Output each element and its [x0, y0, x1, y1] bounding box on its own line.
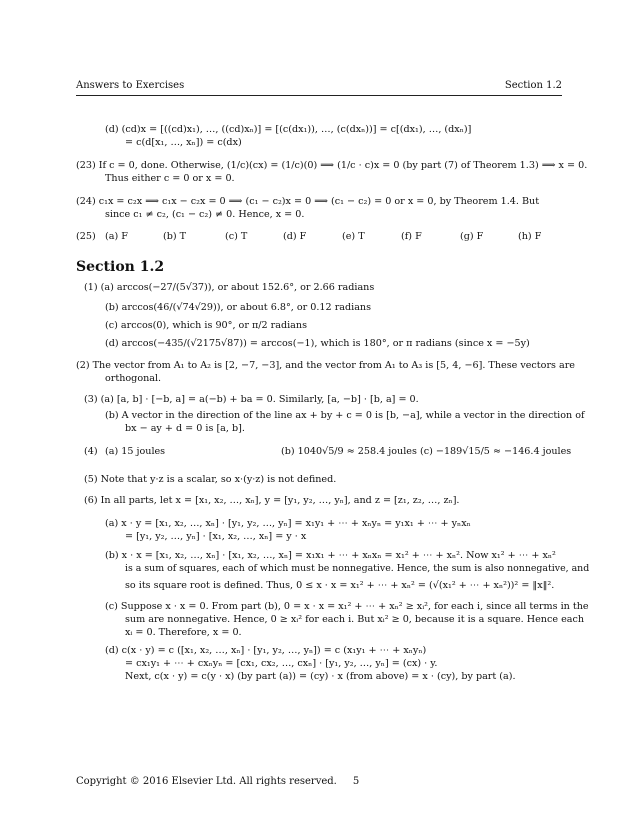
text-line: (3) (a) [a, b] · [−b, a] = a(−b) + ba = 0. Similarly, [a, −b] · [b, a] = 0. [84, 394, 419, 405]
text-line: orthogonal. [105, 373, 162, 384]
text-line: (24) c₁x = c₂x ⟹ c₁x − c₂x = 0 ⟹ (c₁ − c₂)x = 0 ⟹ (c₁ − c₂) = 0 or x = 0, by Theorem 1.4. But [76, 196, 540, 207]
text-line: (b) A vector in the direction of the line ax + by + c = 0 is [b, −a], while a vector in the direction of [105, 410, 585, 421]
answer-item: (g) F [460, 231, 484, 242]
answer-item: (d) F [283, 231, 307, 242]
text-line: (d) (cd)x = [((cd)x₁), …, ((cd)xₙ)] = [(c(dx₁)), …, (c(dxₙ))] = c[(dx₁), …, (dxₙ)] [105, 124, 472, 135]
text-line: xᵢ = 0. Therefore, x = 0. [125, 627, 242, 638]
text-line: Next, c(x · y) = c(y · x) (by part (a)) = (cy) · x (from above) = x · (cy), by part (a). [125, 671, 516, 682]
text-line: (a) x · y = [x₁, x₂, …, xₙ] · [y₁, y₂, …, yₙ] = x₁y₁ + ⋯ + xₙyₙ = y₁x₁ + ⋯ + yₙxₙ [105, 518, 471, 529]
text-line: = cx₁y₁ + ⋯ + cxₙyₙ = [cx₁, cx₂, …, cxₙ] · [y₁, y₂, …, yₙ] = (cx) · y. [125, 658, 438, 669]
text-line: (2) The vector from A₁ to A₂ is [2, −7, −3], and the vector from A₁ to A₃ is [5, 4, −6]. These vectors are [76, 360, 575, 371]
answer-item: (c) T [225, 231, 248, 242]
text-line: (d) c(x · y) = c ([x₁, x₂, …, xₙ] · [y₁, y₂, …, yₙ]) = c (x₁y₁ + ⋯ + xₙyₙ) [105, 645, 427, 656]
text-line: (5) Note that y·z is a scalar, so x·(y·z) is not defined. [84, 474, 337, 485]
header-left: Answers to Exercises [76, 80, 185, 91]
text-line: (6) In all parts, let x = [x₁, x₂, …, xₙ], y = [y₁, y₂, …, yₙ], and z = [z₁, z₂, …, zₙ]. [84, 495, 460, 506]
text-line: bx − ay + d = 0 is [a, b]. [125, 423, 245, 434]
page-number: 5 [352, 776, 360, 787]
answer-item: (c) −189√15/5 ≈ −146.4 joules [420, 446, 572, 457]
text-line: sum are nonnegative. Hence, 0 ≥ xᵢ² for each i. But xᵢ² ≥ 0, because it is a square. Hence each [125, 614, 585, 625]
text-line: (1) (a) arccos(−27/(5√37)), or about 152.6°, or 2.66 radians [84, 282, 375, 293]
text-line: (b) arccos(46/(√74√29)), or about 6.8°, or 0.12 radians [105, 302, 372, 313]
header-rule [76, 95, 562, 96]
section-heading: Section 1.2 [76, 259, 165, 275]
text-line: (23) If c = 0, done. Otherwise, (1/c)(cx) = (1/c)(0) ⟹ (1/c · c)x = 0 (by part (7) of Theorem 1.3) ⟹ x = 0. [76, 160, 588, 171]
answer-item: (e) T [342, 231, 365, 242]
header-right: Section 1.2 [504, 80, 562, 91]
answer-item: (h) F [518, 231, 542, 242]
answer-item: (a) 15 joules [105, 446, 166, 457]
copyright-notice: Copyright © 2016 Elsevier Ltd. All rights reserved. [76, 776, 337, 787]
answer-item: (f) F [401, 231, 422, 242]
answer-item: (a) F [105, 231, 128, 242]
text-line: Thus either c = 0 or x = 0. [105, 173, 235, 184]
text-line: since c₁ ≠ c₂, (c₁ − c₂) ≠ 0. Hence, x = 0. [105, 209, 305, 220]
text-line: (b) x · x = [x₁, x₂, …, xₙ] · [x₁, x₂, …, xₙ] = x₁x₁ + ⋯ + xₙxₙ = x₁² + ⋯ + xₙ². Now x₁² + ⋯ + xₙ² [105, 550, 556, 561]
answer-item: (b) 1040√5/9 ≈ 258.4 joules [281, 446, 417, 457]
text-line: (c) Suppose x · x = 0. From part (b), 0 = x · x = x₁² + ⋯ + xₙ² ≥ xᵢ², for each i, since all terms in the [105, 601, 589, 612]
exercise-number: (4) [84, 446, 98, 457]
answer-item: (b) T [163, 231, 187, 242]
running-header [76, 80, 562, 91]
text-line: = c(d[x₁, …, xₙ]) = c(dx) [125, 137, 242, 148]
text-line: is a sum of squares, each of which must be nonnegative. Hence, the sum is also nonnegative, and [125, 563, 590, 574]
exercise-number: (25) [76, 231, 96, 242]
text-line: (d) arccos(−435/(√2175√87)) = arccos(−1), which is 180°, or π radians (since x = −5y) [105, 338, 530, 349]
page-footer [76, 776, 359, 787]
text-line: = [y₁, y₂, …, yₙ] · [x₁, x₂, …, xₙ] = y · x [125, 531, 307, 542]
text-line: so its square root is defined. Thus, 0 ≤ x · x = x₁² + ⋯ + xₙ² = (√(x₁² + ⋯ + xₙ²))² = ‖x‖². [125, 580, 555, 591]
text-line: (c) arccos(0), which is 90°, or π/2 radians [105, 320, 307, 331]
